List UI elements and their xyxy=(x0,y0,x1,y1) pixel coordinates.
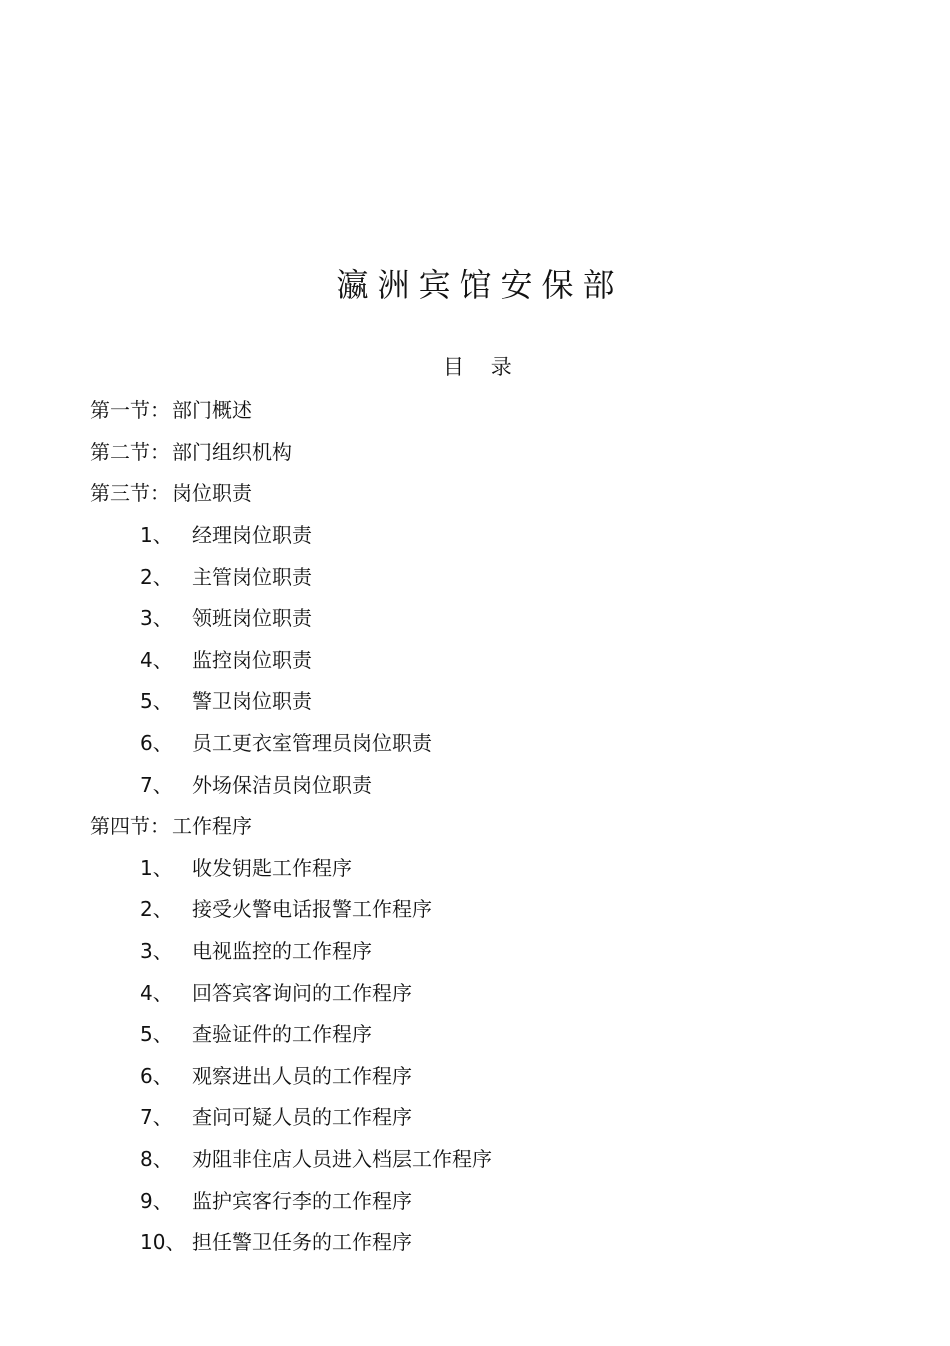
section-title: 部门概述 xyxy=(172,398,252,423)
toc-item xyxy=(90,970,492,1012)
item-number: 10、 xyxy=(140,1230,186,1255)
item-number: 9、 xyxy=(140,1188,173,1213)
section-title: 岗位职责 xyxy=(172,481,252,506)
toc-item xyxy=(90,679,492,721)
item-text: 警卫岗位职责 xyxy=(192,689,312,714)
section-title: 工作程序 xyxy=(172,814,252,839)
item-text: 观察进出人员的工作程序 xyxy=(192,1063,412,1088)
toc-item xyxy=(90,638,492,680)
toc-item xyxy=(90,846,492,888)
toc-heading: 目 录 xyxy=(443,355,512,379)
item-number: 1、 xyxy=(140,523,173,548)
toc-item xyxy=(90,1137,492,1179)
toc-item xyxy=(90,513,492,555)
toc-item xyxy=(90,887,492,929)
toc-item xyxy=(90,762,492,804)
page-title: 瀛洲宾馆安保部 xyxy=(336,266,624,304)
toc-item xyxy=(90,929,492,971)
item-text: 查问可疑人员的工作程序 xyxy=(192,1105,412,1130)
section-label: 第三节： xyxy=(90,481,170,506)
section-title: 部门组织机构 xyxy=(172,439,292,464)
item-text: 劝阻非住店人员进入档层工作程序 xyxy=(192,1146,492,1171)
item-number: 3、 xyxy=(140,939,173,964)
item-number: 6、 xyxy=(140,1063,173,1088)
item-text: 电视监控的工作程序 xyxy=(192,939,372,964)
toc-item xyxy=(90,554,492,596)
toc-item xyxy=(90,1178,492,1220)
item-text: 回答宾客询问的工作程序 xyxy=(192,980,412,1005)
toc-item xyxy=(90,1095,492,1137)
item-text: 主管岗位职责 xyxy=(192,564,312,589)
item-text: 接受火警电话报警工作程序 xyxy=(192,897,432,922)
item-text: 监控岗位职责 xyxy=(192,647,312,672)
item-text: 监护宾客行李的工作程序 xyxy=(192,1188,412,1213)
item-number: 8、 xyxy=(140,1146,173,1171)
toc-item xyxy=(90,596,492,638)
item-text: 领班岗位职责 xyxy=(192,606,312,631)
item-number: 5、 xyxy=(140,689,173,714)
item-text: 担任警卫任务的工作程序 xyxy=(192,1230,412,1255)
item-text: 员工更衣室管理员岗位职责 xyxy=(192,731,432,756)
section-label: 第一节： xyxy=(90,398,170,423)
item-text: 外场保洁员岗位职责 xyxy=(192,772,372,797)
toc-item xyxy=(90,1012,492,1054)
item-text: 收发钥匙工作程序 xyxy=(192,855,352,880)
item-number: 5、 xyxy=(140,1022,173,1047)
table-of-contents xyxy=(90,388,492,1261)
item-number: 7、 xyxy=(140,772,173,797)
item-number: 4、 xyxy=(140,980,173,1005)
item-text: 经理岗位职责 xyxy=(192,523,312,548)
toc-section-1 xyxy=(90,388,492,430)
item-number: 2、 xyxy=(140,897,173,922)
item-number: 7、 xyxy=(140,1105,173,1130)
toc-section-2 xyxy=(90,430,492,472)
item-number: 2、 xyxy=(140,564,173,589)
item-number: 1、 xyxy=(140,855,173,880)
toc-item xyxy=(90,721,492,763)
toc-item xyxy=(90,1054,492,1096)
toc-item xyxy=(90,1220,492,1262)
item-number: 3、 xyxy=(140,606,173,631)
toc-section-3 xyxy=(90,471,492,513)
item-text: 查验证件的工作程序 xyxy=(192,1022,372,1047)
section-label: 第四节： xyxy=(90,814,170,839)
item-number: 4、 xyxy=(140,647,173,672)
section-label: 第二节： xyxy=(90,439,170,464)
toc-section-4 xyxy=(90,804,492,846)
item-number: 6、 xyxy=(140,731,173,756)
